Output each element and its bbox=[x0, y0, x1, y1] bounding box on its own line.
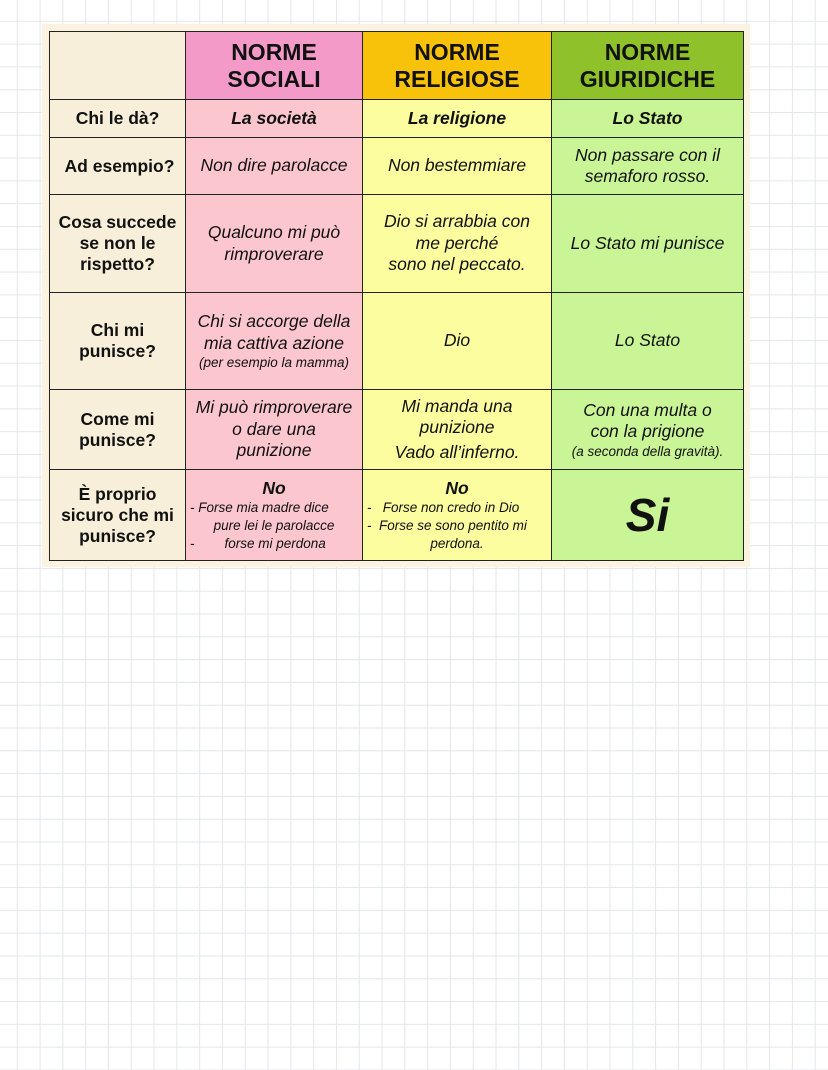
cell-text: Lo Stato bbox=[614, 330, 681, 351]
cell-text: o dare una bbox=[232, 418, 316, 439]
cell-sociali bbox=[186, 100, 363, 138]
header-norme-giuridiche bbox=[552, 32, 744, 100]
bullet-item: perdona. bbox=[430, 535, 484, 551]
cell-text: Lo Stato bbox=[612, 108, 683, 128]
header-norme-religiose bbox=[363, 32, 552, 100]
row-label-line: punisce? bbox=[79, 429, 156, 450]
cell-giuridiche bbox=[552, 390, 744, 470]
row-label: Chi le dà? bbox=[50, 100, 186, 138]
row-label: Ad esempio? bbox=[50, 138, 186, 195]
cell-text: sono nel peccato. bbox=[388, 254, 526, 275]
cell-title: No bbox=[262, 477, 286, 498]
row-label bbox=[50, 195, 186, 293]
cell-giuridiche bbox=[552, 195, 744, 293]
table-row bbox=[50, 195, 744, 293]
cell-giuridiche bbox=[552, 138, 744, 195]
header-text: NORME bbox=[414, 38, 500, 65]
row-label-line: Cosa succede bbox=[58, 212, 177, 232]
header-text: RELIGIOSE bbox=[394, 65, 520, 92]
cell-title: No bbox=[445, 477, 469, 498]
cell-religiose bbox=[363, 195, 552, 293]
bullet-item: pure lei le parolacce bbox=[213, 517, 335, 533]
cell-text: Qualcuno mi può bbox=[207, 222, 341, 242]
header-row bbox=[50, 32, 744, 100]
table-row bbox=[50, 470, 744, 561]
cell-text: Mi può rimproverare bbox=[195, 397, 353, 418]
cell-text: Mi manda una bbox=[401, 395, 513, 416]
cell-religiose bbox=[363, 138, 552, 195]
bullet-item: - Forse mia madre dice bbox=[190, 499, 329, 515]
table-row bbox=[50, 390, 744, 470]
cell-text: con la prigione bbox=[590, 421, 705, 441]
cell-sociali bbox=[186, 390, 363, 470]
header-text: NORME bbox=[604, 38, 691, 65]
cell-giuridiche bbox=[552, 470, 744, 561]
cell-giuridiche bbox=[552, 100, 744, 138]
table-row bbox=[50, 138, 744, 195]
cell-text: Lo Stato mi punisce bbox=[570, 232, 725, 253]
header-text: NORME bbox=[231, 38, 317, 65]
cell-religiose bbox=[363, 390, 552, 470]
header-text: GIURIDICHE bbox=[579, 65, 716, 92]
cell-text: Dio si arrabbia con bbox=[384, 211, 530, 232]
cell-text: Non dire parolacce bbox=[200, 155, 348, 176]
cell-sociali bbox=[186, 138, 363, 195]
row-label-line: sicuro che mi bbox=[61, 504, 174, 525]
norme-table bbox=[49, 31, 744, 561]
row-label bbox=[50, 390, 186, 470]
bullet-item: - forse mi perdona bbox=[190, 535, 326, 551]
bullet-item: - Forse se sono pentito mi bbox=[367, 517, 527, 533]
row-label-line: se non le bbox=[79, 233, 156, 253]
cell-text: punizione bbox=[419, 417, 495, 438]
cell-text: semaforo rosso. bbox=[584, 166, 711, 186]
cell-text: punizione bbox=[236, 440, 312, 461]
table-row bbox=[50, 100, 744, 138]
cell-note: (a seconda della gravità). bbox=[571, 443, 724, 459]
row-label-line: Come mi bbox=[80, 408, 155, 429]
row-label bbox=[50, 293, 186, 390]
row-label-line: punisce? bbox=[79, 525, 156, 546]
row-label bbox=[50, 470, 186, 561]
cell-answer-si: Si bbox=[625, 489, 670, 541]
header-text: SOCIALI bbox=[227, 65, 321, 92]
cell-sociali bbox=[186, 470, 363, 561]
cell-religiose bbox=[363, 100, 552, 138]
cell-sociali bbox=[186, 195, 363, 293]
cell-giuridiche bbox=[552, 293, 744, 390]
table-row bbox=[50, 293, 744, 390]
row-label-line: rispetto? bbox=[80, 254, 155, 274]
row-label-line: È proprio bbox=[78, 483, 157, 504]
cell-text: rimproverare bbox=[224, 243, 324, 264]
cell-text: Chi si accorge della bbox=[197, 311, 351, 331]
cell-text: Vado all’inferno. bbox=[394, 441, 520, 462]
cell-religiose bbox=[363, 293, 552, 390]
cell-sociali bbox=[186, 293, 363, 390]
cell-religiose bbox=[363, 470, 552, 561]
cell-text: me perché bbox=[415, 232, 499, 253]
header-norme-sociali bbox=[186, 32, 363, 100]
cell-text: La religione bbox=[407, 108, 507, 128]
cell-note: (per esempio la mamma) bbox=[198, 355, 350, 370]
cell-text: Non passare con il bbox=[575, 144, 720, 165]
cell-text: Non bestemmiare bbox=[387, 155, 527, 176]
row-label-line: Chi mi bbox=[90, 320, 145, 340]
cell-text: Con una multa o bbox=[583, 399, 712, 420]
cell-text: Dio bbox=[443, 330, 471, 351]
bullet-item: - Forse non credo in Dio bbox=[367, 499, 520, 515]
corner-cell bbox=[50, 32, 186, 100]
cell-text: mia cattiva azione bbox=[203, 332, 345, 353]
cell-text: La società bbox=[231, 108, 317, 128]
row-label-line: punisce? bbox=[79, 341, 156, 361]
